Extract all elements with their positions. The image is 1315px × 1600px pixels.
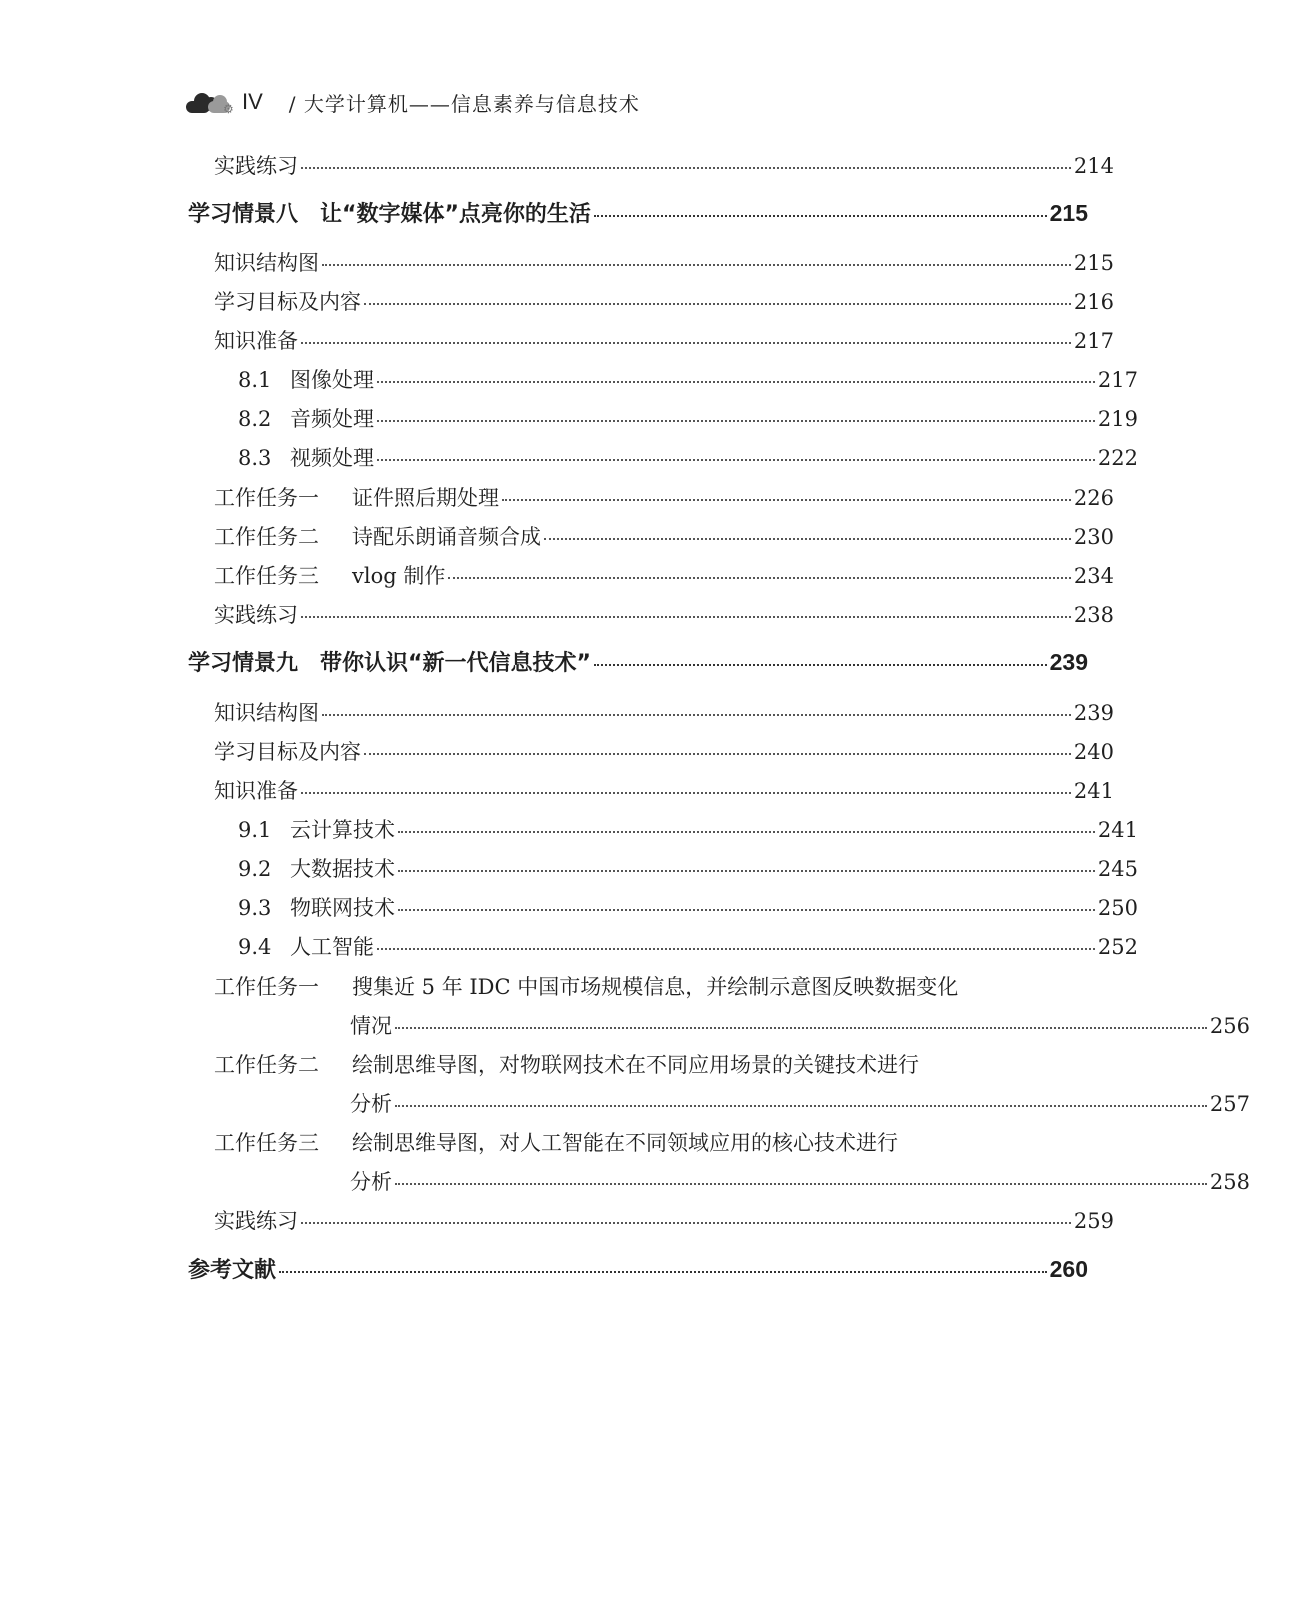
page-ref: 258 [1209,1170,1250,1194]
toc-section-8[interactable]: 学习情景八 让“数字媒体”点亮你的生活 215 [188,200,1088,227]
toc-entry-practice[interactable]: 实践练习 259 [214,1209,1114,1233]
gear-icon: ⚙ [223,102,234,116]
leader-dots [377,459,1095,461]
leader-dots [594,215,1047,217]
page-ref: 239 [1049,649,1088,675]
leader-dots [377,420,1095,422]
toc-entry-task-9-1-line2[interactable]: 情况 256 [350,1014,1250,1038]
toc-entry-8-2[interactable]: 8.2 音频处理 219 [238,407,1138,431]
toc-entry-task-9-1-line1[interactable]: 工作任务一 搜集近 5 年 IDC 中国市场规模信息，并绘制示意图反映数据变化 [214,975,959,999]
page-ref: 215 [1049,200,1088,226]
page-ref: 260 [1049,1256,1088,1282]
leader-dots [279,1271,1047,1273]
leader-dots [502,499,1071,501]
toc-entry-9-4[interactable]: 9.4 人工智能 252 [238,935,1138,959]
page-ref: 250 [1097,896,1138,920]
page-ref: 215 [1073,251,1114,275]
book-title: / 大学计算机——信息素养与信息技术 [288,91,640,116]
leader-dots [322,264,1071,266]
page-number: IV [242,89,263,114]
toc-entry-task-9-3-line2[interactable]: 分析 258 [350,1170,1250,1194]
page-ref: 219 [1097,407,1138,431]
page-ref: 256 [1209,1014,1250,1038]
toc-entry-task-9-3-line1[interactable]: 工作任务三 绘制思维导图，对人工智能在不同领域应用的核心技术进行 [214,1131,898,1155]
page-ref: 252 [1097,935,1138,959]
toc-entry-task-8-2[interactable]: 工作任务二 诗配乐朗诵音频合成 230 [214,525,1114,549]
page-ref: 240 [1073,740,1114,764]
leader-dots [448,577,1071,579]
leader-dots [322,714,1071,716]
page-ref: 217 [1097,368,1138,392]
leader-dots [395,1183,1207,1185]
leader-dots [395,1027,1207,1029]
toc-entry-9-2[interactable]: 9.2 大数据技术 245 [238,857,1138,881]
leader-dots [544,538,1071,540]
leader-dots [301,792,1071,794]
toc-entry-knowledge-map[interactable]: 知识结构图 215 [214,251,1114,275]
page-ref: 226 [1073,486,1114,510]
toc-entry-8-3[interactable]: 8.3 视频处理 222 [238,446,1138,470]
toc-entry-task-8-3[interactable]: 工作任务三 vlog 制作 234 [214,564,1114,588]
leader-dots [594,664,1047,666]
toc-entry-task-8-1[interactable]: 工作任务一 证件照后期处理 226 [214,486,1114,510]
toc-entry-knowledge-map[interactable]: 知识结构图 239 [214,701,1114,725]
leader-dots [301,342,1071,344]
page-ref: 241 [1073,779,1114,803]
toc-entry-learning-goals[interactable]: 学习目标及内容 240 [214,740,1114,764]
leader-dots [398,831,1095,833]
leader-dots [301,167,1071,169]
page-ref: 217 [1073,329,1114,353]
toc-entry-knowledge-prep[interactable]: 知识准备 241 [214,779,1114,803]
toc-section-9[interactable]: 学习情景九 带你认识“新一代信息技术” 239 [188,649,1088,676]
leader-dots [395,1105,1207,1107]
page-ref: 245 [1097,857,1138,881]
toc-entry-8-1[interactable]: 8.1 图像处理 217 [238,368,1138,392]
toc-entry-9-1[interactable]: 9.1 云计算技术 241 [238,818,1138,842]
page-ref: 238 [1073,603,1114,627]
toc-entry-task-9-2-line2[interactable]: 分析 257 [350,1092,1250,1116]
leader-dots [301,616,1071,618]
leader-dots [364,303,1071,305]
page-ref: 234 [1073,564,1114,588]
page-ref: 257 [1209,1092,1250,1116]
page-ref: 222 [1097,446,1138,470]
toc-entry-knowledge-prep[interactable]: 知识准备 217 [214,329,1114,353]
leader-dots [398,909,1095,911]
leader-dots [398,870,1095,872]
page-ref: 214 [1073,154,1114,178]
leader-dots [377,381,1095,383]
toc-entry-task-9-2-line1[interactable]: 工作任务二 绘制思维导图，对物联网技术在不同应用场景的关键技术进行 [214,1053,919,1077]
cloud-logo-icon [186,87,236,117]
page-ref: 259 [1073,1209,1114,1233]
toc-entry-practice[interactable]: 实践练习 238 [214,603,1114,627]
toc-entry-practice[interactable]: 实践练习 214 [214,154,1114,178]
leader-dots [364,753,1071,755]
leader-dots [377,948,1095,950]
toc-entry-learning-goals[interactable]: 学习目标及内容 216 [214,290,1114,314]
toc-entry-9-3[interactable]: 9.3 物联网技术 250 [238,896,1138,920]
page-ref: 230 [1073,525,1114,549]
page-ref: 239 [1073,701,1114,725]
page-header [186,82,640,122]
page-ref: 216 [1073,290,1114,314]
leader-dots [301,1222,1071,1224]
page-ref: 241 [1097,818,1138,842]
toc-section-references[interactable]: 参考文献 260 [188,1256,1088,1283]
